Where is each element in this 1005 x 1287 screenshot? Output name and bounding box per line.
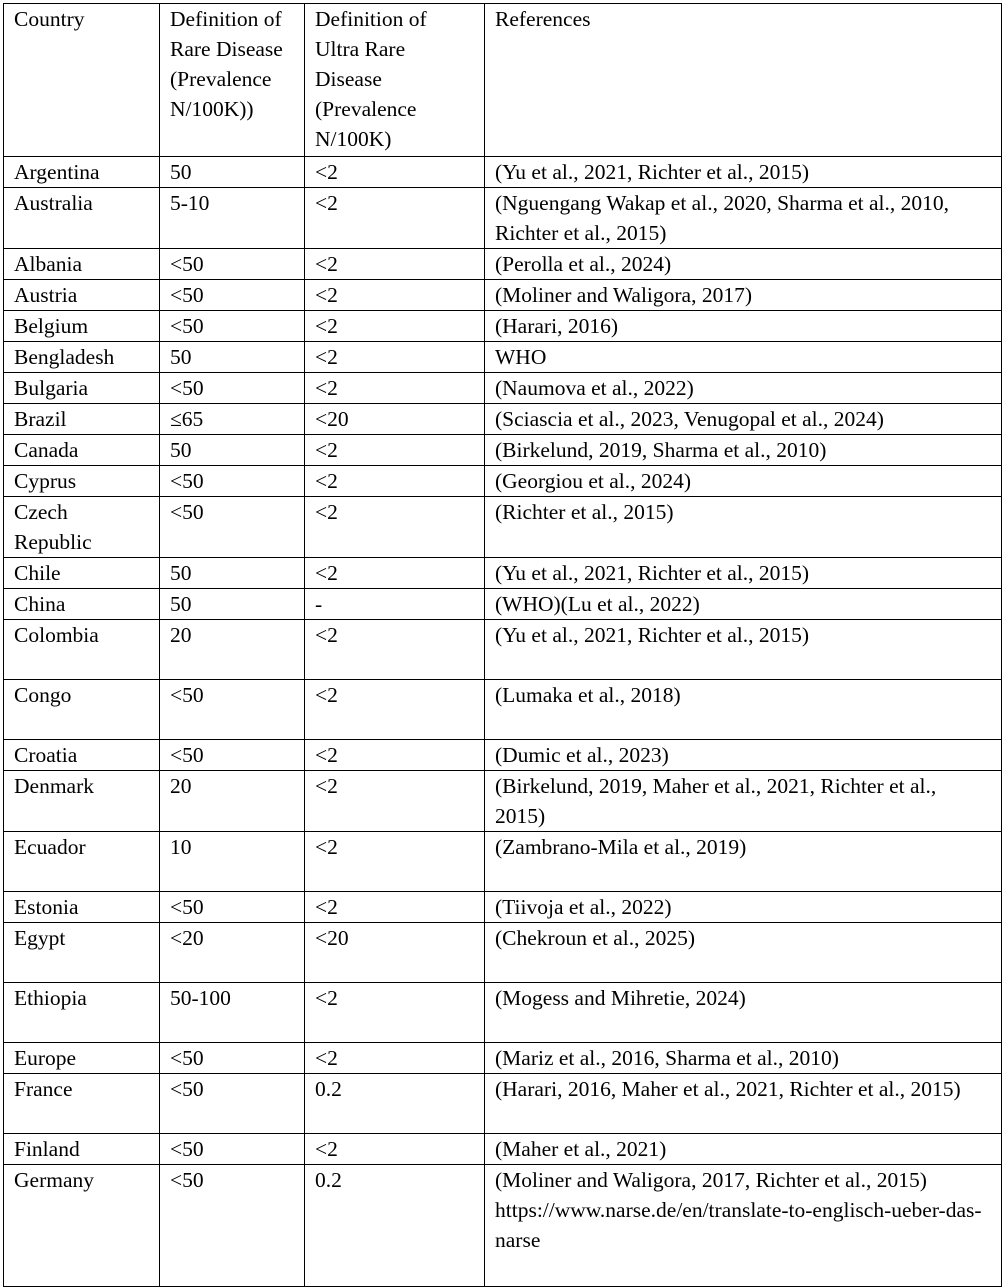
table-row — [4, 1074, 1002, 1134]
references-cell: (Mogess and Mihretie, 2024) — [485, 983, 1002, 1043]
header-references: References — [485, 4, 1002, 157]
ultra-rare-definition-cell: <2 — [305, 311, 485, 342]
references-cell: WHO — [485, 342, 1002, 373]
country-cell: Argentina — [4, 157, 160, 188]
table-row — [4, 620, 1002, 680]
table-row — [4, 188, 1002, 249]
ultra-rare-definition-cell: <2 — [305, 249, 485, 280]
rare-definition-cell: <50 — [160, 1165, 305, 1287]
table-body — [4, 157, 1002, 1287]
ultra-rare-definition-cell: <2 — [305, 620, 485, 680]
references-cell: (Yu et al., 2021, Richter et al., 2015) — [485, 558, 1002, 589]
table-row — [4, 832, 1002, 892]
country-cell: Estonia — [4, 892, 160, 923]
table-row — [4, 157, 1002, 188]
rare-definition-cell: <50 — [160, 1134, 305, 1165]
ultra-rare-definition-cell: <2 — [305, 342, 485, 373]
country-cell: Colombia — [4, 620, 160, 680]
table-row — [4, 466, 1002, 497]
table-row — [4, 342, 1002, 373]
rare-definition-cell: ≤65 — [160, 404, 305, 435]
rare-definition-cell: 50 — [160, 558, 305, 589]
references-cell — [485, 1165, 1002, 1287]
country-cell: Ecuador — [4, 832, 160, 892]
references-cell: (Moliner and Waligora, 2017) — [485, 280, 1002, 311]
country-cell: Czech Republic — [4, 497, 160, 558]
references-cell: (Lumaka et al., 2018) — [485, 680, 1002, 740]
ultra-rare-definition-cell: <2 — [305, 832, 485, 892]
ultra-rare-definition-cell: 0.2 — [305, 1074, 485, 1134]
rare-definition-cell: <50 — [160, 740, 305, 771]
country-cell: Chile — [4, 558, 160, 589]
ultra-rare-definition-cell: <2 — [305, 1134, 485, 1165]
ultra-rare-definition-cell: <2 — [305, 740, 485, 771]
references-cell: (Richter et al., 2015) — [485, 497, 1002, 558]
table-row — [4, 1134, 1002, 1165]
country-cell: Croatia — [4, 740, 160, 771]
rare-definition-cell: 5-10 — [160, 188, 305, 249]
rare-definition-cell: <50 — [160, 280, 305, 311]
rare-definition-cell: <50 — [160, 466, 305, 497]
rare-definition-cell: 20 — [160, 620, 305, 680]
table-row — [4, 589, 1002, 620]
references-cell: (Maher et al., 2021) — [485, 1134, 1002, 1165]
table-row — [4, 404, 1002, 435]
country-cell: Austria — [4, 280, 160, 311]
references-cell: (Sciascia et al., 2023, Venugopal et al., 2024) — [485, 404, 1002, 435]
country-cell: Europe — [4, 1043, 160, 1074]
country-cell: Congo — [4, 680, 160, 740]
references-cell: (Harari, 2016) — [485, 311, 1002, 342]
table-row — [4, 1043, 1002, 1074]
country-cell: Albania — [4, 249, 160, 280]
ultra-rare-definition-cell: <20 — [305, 923, 485, 983]
table-row — [4, 680, 1002, 740]
country-cell: Australia — [4, 188, 160, 249]
country-cell: Cyprus — [4, 466, 160, 497]
rare-definition-cell: 50 — [160, 435, 305, 466]
ultra-rare-definition-cell: <2 — [305, 1043, 485, 1074]
table-row — [4, 983, 1002, 1043]
rare-definition-cell: <50 — [160, 373, 305, 404]
references-cell: (Birkelund, 2019, Sharma et al., 2010) — [485, 435, 1002, 466]
country-cell: Egypt — [4, 923, 160, 983]
ultra-rare-definition-cell: <2 — [305, 680, 485, 740]
ultra-rare-definition-cell: <2 — [305, 558, 485, 589]
references-cell: (Chekroun et al., 2025) — [485, 923, 1002, 983]
header-row — [4, 4, 1002, 157]
references-cell: (Dumic et al., 2023) — [485, 740, 1002, 771]
ultra-rare-definition-cell: <2 — [305, 771, 485, 832]
ultra-rare-definition-cell: 0.2 — [305, 1165, 485, 1287]
rare-definition-cell: <50 — [160, 892, 305, 923]
rare-definition-cell: <20 — [160, 923, 305, 983]
references-text: (Moliner and Waligora, 2017, Richter et al., 2015) — [495, 1168, 927, 1192]
rare-definition-cell: 20 — [160, 771, 305, 832]
country-cell: France — [4, 1074, 160, 1134]
ultra-rare-definition-cell: <2 — [305, 466, 485, 497]
rare-definition-cell: <50 — [160, 680, 305, 740]
table-row — [4, 558, 1002, 589]
ultra-rare-definition-cell: - — [305, 589, 485, 620]
table-row — [4, 311, 1002, 342]
ultra-rare-definition-cell: <20 — [305, 404, 485, 435]
table-row — [4, 497, 1002, 558]
references-cell: (Harari, 2016, Maher et al., 2021, Richter et al., 2015) — [485, 1074, 1002, 1134]
ultra-rare-definition-cell: <2 — [305, 983, 485, 1043]
rare-definition-cell: <50 — [160, 311, 305, 342]
table-row — [4, 771, 1002, 832]
table-row — [4, 435, 1002, 466]
ultra-rare-definition-cell: <2 — [305, 497, 485, 558]
country-cell: Bulgaria — [4, 373, 160, 404]
table-row — [4, 280, 1002, 311]
references-cell: (Birkelund, 2019, Maher et al., 2021, Richter et al., 2015) — [485, 771, 1002, 832]
references-cell: (Zambrano-Mila et al., 2019) — [485, 832, 1002, 892]
references-cell: (WHO)(Lu et al., 2022) — [485, 589, 1002, 620]
ultra-rare-definition-cell: <2 — [305, 157, 485, 188]
country-cell: China — [4, 589, 160, 620]
header-ultra-rare-definition: Definition of Ultra Rare Disease (Prevalence N/100K) — [305, 4, 485, 157]
table-row — [4, 1165, 1002, 1287]
country-cell: Ethiopia — [4, 983, 160, 1043]
rare-definition-cell: <50 — [160, 1043, 305, 1074]
country-cell: Finland — [4, 1134, 160, 1165]
ultra-rare-definition-cell: <2 — [305, 373, 485, 404]
ultra-rare-definition-cell: <2 — [305, 892, 485, 923]
rare-definition-cell: <50 — [160, 497, 305, 558]
country-cell: Denmark — [4, 771, 160, 832]
country-cell: Canada — [4, 435, 160, 466]
references-cell: (Naumova et al., 2022) — [485, 373, 1002, 404]
ultra-rare-definition-cell: <2 — [305, 188, 485, 249]
references-cell: (Nguengang Wakap et al., 2020, Sharma et al., 2010, Richter et al., 2015) — [485, 188, 1002, 249]
table-row — [4, 249, 1002, 280]
references-cell: (Yu et al., 2021, Richter et al., 2015) — [485, 620, 1002, 680]
country-cell: Bengladesh — [4, 342, 160, 373]
rare-definition-cell: 10 — [160, 832, 305, 892]
header-country: Country — [4, 4, 160, 157]
country-cell: Brazil — [4, 404, 160, 435]
ultra-rare-definition-cell: <2 — [305, 280, 485, 311]
rare-definition-cell: 50 — [160, 342, 305, 373]
table-row — [4, 373, 1002, 404]
references-cell: (Perolla et al., 2024) — [485, 249, 1002, 280]
rare-definition-cell: 50-100 — [160, 983, 305, 1043]
rare-definition-cell: 50 — [160, 589, 305, 620]
references-cell: (Tiivoja et al., 2022) — [485, 892, 1002, 923]
table-row — [4, 740, 1002, 771]
rare-definition-cell: <50 — [160, 1074, 305, 1134]
country-cell: Germany — [4, 1165, 160, 1287]
rare-disease-definitions-table — [3, 3, 1002, 1287]
table-row — [4, 923, 1002, 983]
references-cell: (Yu et al., 2021, Richter et al., 2015) — [485, 157, 1002, 188]
references-cell: (Georgiou et al., 2024) — [485, 466, 1002, 497]
header-rare-definition: Definition of Rare Disease (Prevalence N/100K)) — [160, 4, 305, 157]
references-url: https://www.narse.de/en/translate-to-englisch-ueber-das-narse — [495, 1198, 982, 1252]
table-row — [4, 892, 1002, 923]
country-cell: Belgium — [4, 311, 160, 342]
rare-definition-cell: <50 — [160, 249, 305, 280]
ultra-rare-definition-cell: <2 — [305, 435, 485, 466]
references-cell: (Mariz et al., 2016, Sharma et al., 2010) — [485, 1043, 1002, 1074]
rare-definition-cell: 50 — [160, 157, 305, 188]
